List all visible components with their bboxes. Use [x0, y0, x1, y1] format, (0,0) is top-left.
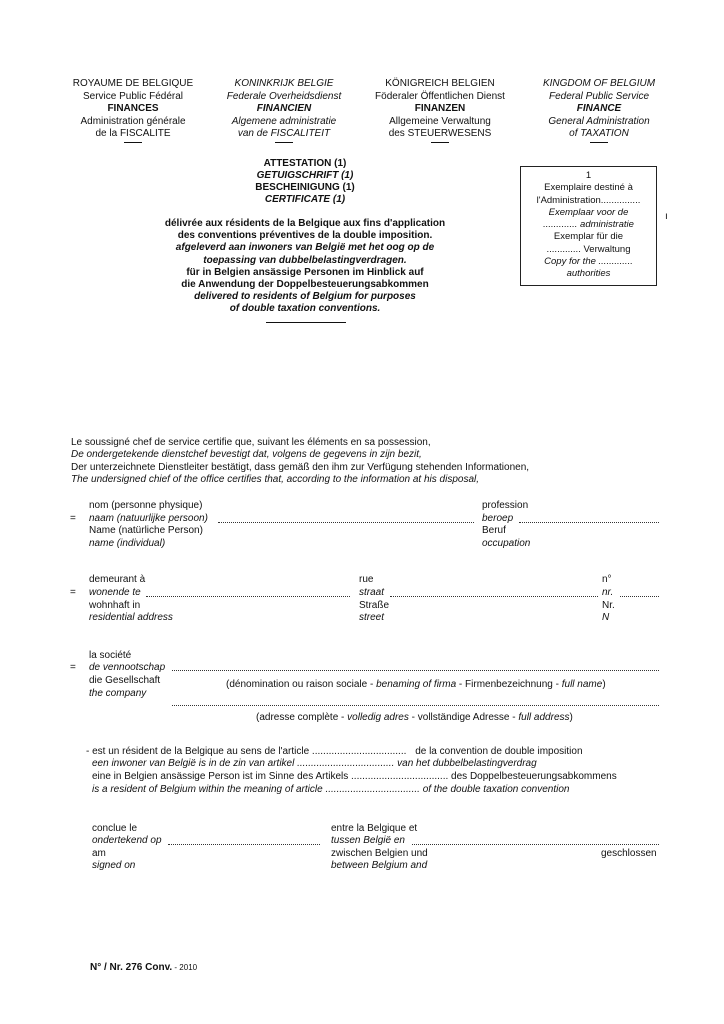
profession-label-fr: profession	[482, 500, 529, 511]
concluded-label-nl: ondertekend op	[92, 835, 162, 846]
company-name-hint-en: full name	[561, 679, 603, 690]
header-en-line3: FINANCE	[576, 103, 622, 114]
residence-label-fr: demeurant à	[89, 574, 146, 585]
header-en-line5: of TAXATION	[569, 128, 629, 139]
form-number	[90, 962, 197, 973]
company-label-en: the company	[89, 688, 147, 699]
number-label-de: Nr.	[602, 600, 615, 611]
header-nl-line5: van de FISCALITEIT	[237, 128, 331, 139]
header-de-line5: des STEUERWESENS	[388, 128, 492, 139]
title-de: BESCHEINIGUNG (1)	[255, 182, 355, 193]
header-en-line2: Federal Public Service	[548, 90, 650, 102]
header-nl-dash	[275, 142, 293, 143]
margin-mark: ı	[665, 211, 668, 222]
header-nl-line3: FINANCIEN	[256, 103, 312, 114]
resident-fr-a: - est un résident de la Belgique au sens de l'article ..................................	[86, 746, 407, 757]
header-de	[365, 78, 515, 143]
company-address-hint-en: full address	[518, 712, 570, 723]
resident-line-fr	[86, 746, 583, 757]
resident-fr-b: de la convention de double imposition	[415, 746, 583, 757]
profession-label-en: occupation	[482, 538, 531, 549]
header-nl-line4: Algemene administratie	[231, 115, 337, 127]
subtitle-underline	[266, 322, 346, 323]
equals-sign-name: =	[70, 513, 76, 524]
company-address-hint-nl: volledig adres	[347, 712, 409, 723]
copy-box-l6: ............. Verwaltung	[546, 243, 631, 255]
name-field[interactable]	[218, 522, 474, 523]
header-fr-line3: FINANCES	[107, 103, 159, 114]
title-nl: GETUIGSCHRIFT (1)	[256, 170, 354, 181]
resident-line-nl: een inwoner van België is in de zin van artikel ................................... van het dubbelbelastingverdrag	[92, 758, 537, 769]
header-fr-line4: Administration générale	[80, 115, 186, 127]
street-label-en: street	[359, 612, 385, 623]
header-en-line4: General Administration	[548, 115, 650, 127]
title-block	[205, 158, 405, 206]
resident-line-de: eine in Belgien ansässige Person ist im Sinne des Artikels ................................... des Doppelbesteuerungsabkommens	[92, 771, 617, 782]
name-label-nl: naam (natuurlijke persoon)	[89, 513, 208, 524]
copy-box-l7: Copy for the .............	[544, 256, 633, 268]
subtitle-l4: toepassing van dubbelbelastingverdragen.	[203, 254, 407, 266]
between-label-de: zwischen Belgien und	[331, 848, 428, 859]
header-nl	[209, 78, 359, 143]
street-field[interactable]	[390, 596, 598, 597]
company-address-hint-fr: (adresse complète -	[256, 712, 348, 723]
header-nl-line2: Federale Overheidsdienst	[226, 90, 342, 102]
company-address-hint-close: )	[569, 712, 573, 723]
subtitle-l1: délivrée aux résidents de la Belgique aux fins d'application	[164, 218, 446, 229]
number-label-en: N	[602, 612, 610, 623]
name-label-en: name (individual)	[89, 538, 166, 549]
intro-en: The undersigned chief of the office certifies that, according to the information at his disposal,	[71, 473, 480, 485]
between-country-field[interactable]	[412, 844, 659, 845]
subtitle-l8: of double taxation conventions.	[229, 303, 381, 315]
header-nl-line1: KONINKRIJK BELGIE	[234, 78, 334, 89]
header-fr	[58, 78, 208, 143]
number-label-nl: nr.	[602, 587, 614, 598]
form-number-label: N° / Nr. 276 Conv.	[90, 962, 173, 973]
company-name-field[interactable]	[172, 670, 659, 671]
street-label-nl: straat	[359, 587, 385, 598]
company-address-hint-de: - vollständige Adresse -	[408, 712, 519, 723]
name-label-de: Name (natürliche Person)	[89, 525, 203, 536]
between-label-en: between Belgium and	[331, 860, 428, 871]
between-label-fr: entre la Belgique et	[331, 823, 418, 834]
intro-fr: Le soussigné chef de service certifie que, suivant les éléments en sa possession,	[71, 437, 431, 448]
equals-sign-residence: =	[70, 587, 76, 598]
company-address-field[interactable]	[172, 705, 659, 706]
subtitle-l6: die Anwendung der Doppelbesteuerungsabkommen	[181, 279, 429, 291]
resident-line-en: is a resident of Belgium within the meaning of article .................................. of the double taxation convention	[92, 784, 570, 795]
company-name-hint-de: - Firmenbezeichnung -	[456, 679, 562, 690]
street-label-de: Straße	[359, 600, 390, 611]
copy-box-l8: authorities	[566, 268, 611, 280]
residence-label-en: residential address	[89, 612, 173, 623]
number-field[interactable]	[620, 596, 659, 597]
header-de-dash	[431, 142, 449, 143]
residence-label-nl: wonende te	[89, 587, 141, 598]
concluded-label-de: am	[92, 848, 106, 859]
between-label-nl: tussen België en	[331, 835, 405, 846]
header-de-line4: Allgemeine Verwaltung	[389, 115, 491, 127]
header-en	[524, 78, 674, 143]
residence-field[interactable]	[146, 596, 350, 597]
company-name-hint	[226, 679, 606, 690]
header-de-line1: KÖNIGREICH BELGIEN	[385, 78, 495, 89]
intro-de: Der unterzeichnete Dienstleiter bestätigt, dass gemäß den ihm zur Verfügung stehenden Informationen,	[71, 461, 530, 473]
subtitle-block	[130, 218, 480, 316]
company-name-hint-fr: (dénomination ou raison sociale -	[226, 679, 377, 690]
concluded-de-end: geschlossen	[601, 848, 657, 859]
concluded-label-en: signed on	[92, 860, 136, 871]
header-de-line2: Föderaler Öffentlichen Dienst	[375, 90, 505, 102]
copy-box-l5: Exemplar für die	[553, 231, 624, 243]
company-name-hint-close: )	[602, 679, 606, 690]
profession-field[interactable]	[519, 522, 659, 523]
intro-paragraph	[71, 437, 529, 486]
concluded-date-field[interactable]	[168, 844, 320, 845]
intro-nl: De ondergetekende dienstchef bevestigt dat, volgens de gegevens in zijn bezit,	[71, 449, 422, 461]
company-label-fr: la société	[89, 650, 132, 661]
header-fr-dash	[124, 142, 142, 143]
company-name-hint-nl: benaming of firma	[376, 679, 457, 690]
copy-box-l2: l'Administration...............	[536, 194, 641, 206]
profession-label-nl: beroep	[482, 513, 514, 524]
copy-box-l3: Exemplaar voor de	[548, 206, 629, 218]
equals-sign-company: =	[70, 662, 76, 673]
subtitle-l2: des conventions préventives de la double imposition.	[177, 230, 433, 242]
header-en-line1: KINGDOM OF BELGIUM	[542, 78, 656, 89]
header-fr-line1: ROYAUME DE BELGIQUE	[72, 78, 194, 89]
title-fr: ATTESTATION (1)	[263, 158, 347, 169]
residence-label-de: wohnhaft in	[89, 600, 141, 611]
header-de-line3: FINANZEN	[414, 103, 466, 114]
profession-label-de: Beruf	[482, 525, 506, 536]
header-fr-line5: de la FISCALITE	[95, 128, 171, 139]
copy-box-l1: Exemplaire destiné à	[544, 182, 633, 194]
name-label-fr: nom (personne physique)	[89, 500, 203, 511]
company-label-de: die Gesellschaft	[89, 675, 161, 686]
subtitle-l7: delivered to residents of Belgium for purposes	[194, 291, 416, 303]
number-label-fr: n°	[602, 574, 612, 585]
street-label-fr: rue	[359, 574, 374, 585]
copy-box-number: 1	[585, 170, 592, 181]
subtitle-l5: für in Belgien ansässige Personen im Hinblick auf	[186, 266, 424, 278]
concluded-label-fr: conclue le	[92, 823, 138, 834]
copy-destination-box	[520, 166, 657, 286]
form-year: - 2010	[172, 963, 198, 972]
subtitle-l3: afgeleverd aan inwoners van België met het oog op de	[175, 242, 435, 254]
header-en-dash	[590, 142, 608, 143]
company-address-hint	[256, 712, 573, 723]
copy-box-l4: ............. administratie	[543, 219, 634, 231]
header-fr-line2: Service Public Fédéral	[82, 90, 184, 102]
title-en: CERTIFICATE (1)	[264, 194, 346, 205]
company-label-nl: de vennootschap	[89, 662, 166, 673]
